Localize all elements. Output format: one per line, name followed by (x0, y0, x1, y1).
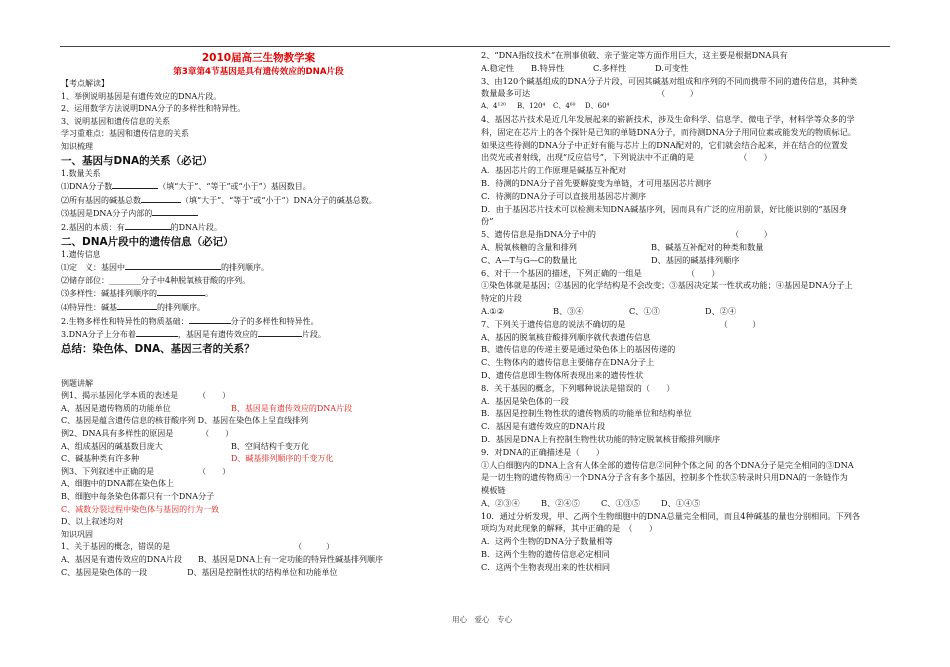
section-2-heading: 二、DNA片段中的遗传信息（必记） (61, 235, 234, 248)
fill-blank[interactable] (125, 261, 221, 270)
option: C、①③ (629, 305, 660, 316)
s2-d-post: 的排列顺序。 (157, 302, 205, 312)
question-10-option-c: C．这两个生物表现出来的性状相同 (481, 561, 611, 572)
option: D.可变性 (655, 62, 689, 73)
question-7-option-c: C、生物体内的遗传信息主要储存在DNA分子上 (481, 357, 655, 368)
question-6: 6、对于一个基因的描述，下列正确的一组是 （ ） (481, 267, 720, 278)
question-9-statements-1: ①人白细胞内的DNA上含有人体全部的遗传信息②同种个体之间 的各个DNA分子是完全相同的③DNA (481, 459, 854, 470)
examples-heading: 例题讲解 (61, 378, 93, 388)
question-10-line-1: 10．通过分析发现，甲、乙两个生物细胞中的DNA总量完全相同，而且4种碱基的量也分别相同。下列各 (481, 510, 861, 521)
question-7-option-a: A、基因的脱氧核苷酸排列顺序就代表遗传信息 (481, 331, 651, 342)
question-10-option-b: B．这两个生物的遗传信息必定相同 (481, 549, 610, 560)
question-9-statements-2: 是一切生物的遗传物质④一个DNA分子含有多个基因，控制多个性状⑤转录时只用DNA的一条链作为 (481, 472, 848, 483)
question-4-line-2: 科，固定在芯片上的各个探针是已知的单链DNA分子，而待测DNA分子用同位素或能发光的物质标记。 (481, 126, 856, 137)
question-4-option-d-1: D．由于基因芯片技术可以检测未知DNA碱基序列，因而具有广泛的应用前景，好比能识别的“基因身 (481, 203, 848, 214)
question-9-statements-3: 模板链 (481, 485, 506, 496)
fill-blank[interactable] (125, 221, 171, 230)
option-c: C、碱基种类有许多种 (61, 454, 140, 464)
example-3-option-c-answer: C、减数分裂过程中染色体与基因的行为一致 (61, 504, 220, 514)
s2-a-pre: ⑴定 义：基因中 (61, 263, 125, 273)
fill-blank[interactable] (157, 287, 205, 296)
example-1-options-cd: C、基因是蕴含遗传信息的核苷酸序列 D、基因在染色体上呈直线排列 (61, 416, 309, 426)
question-8-option-b: B．基因是控制生物性状的遗传物质的功能单位和结构单位 (481, 408, 692, 419)
fill-blank[interactable] (152, 207, 198, 216)
option-a: A、脱氧核糖的含量和排列 (481, 241, 577, 252)
option: B、③④ (553, 305, 584, 316)
fill-blank[interactable] (112, 180, 158, 189)
question-8-option-a: A．基因是染色体的一段 (481, 395, 569, 406)
question-4-option-c: C．待测的DNA分子可以直接用基因芯片测序 (481, 190, 647, 201)
option-b: B、碱基互补配对的种类和数量 (651, 241, 764, 252)
option: C.多样性 (593, 62, 627, 73)
s1-item-c (61, 207, 456, 221)
option: A.稳定性 (481, 62, 515, 73)
example-1-options-ab (61, 403, 456, 416)
s1-b-pre: ⑵所有基因的碱基总数 (61, 195, 141, 205)
s2-2-pre: 2.生物多样性和特异性的物质基础： (61, 316, 189, 326)
question-4-option-d-2: 份” (481, 216, 494, 227)
question-4-line-3: 如果这些待测的DNA分子中正好有能与芯片上的DNA配对的，它们就会结合起来，并在结合的位置发 (481, 139, 848, 150)
key-points: 学习重难点：基因和遗传信息的关系 (61, 129, 189, 139)
question-9: 9．对DNA的正确描述是（ ） (481, 446, 605, 457)
question-2: 2、“DNA指纹技术”在刑事侦破、亲子鉴定等方面作用巨大，这主要是根据DNA具有 (481, 50, 788, 60)
option: D、②④ (705, 305, 737, 316)
question-4-option-b: B．待测的DNA分子首先要解旋变为单链，才可用基因芯片测序 (481, 177, 712, 188)
s1-item-2 (61, 221, 456, 235)
option-c: C、A—T与G—C的数量比 (481, 254, 577, 265)
question-6-statements-1: ①染色体就是基因；②基因的化学结构是不会改变；③基因决定某一性状或功能；④基因是DNA分子上 (481, 280, 853, 291)
right-column (481, 49, 891, 574)
question-7: 7、下列关于遗传信息的说法不确切的是 （ ） (481, 318, 761, 329)
question-4-option-a: A．基因芯片的工作原理是碱基互补配对 (481, 165, 627, 176)
question-1-options-ab: A、基因是有遗传效应的DNA片段 B、基因是DNA上有一定功能的特异性碱基排列顺序 (61, 555, 384, 564)
example-1: 例1、揭示基因化学本质的表述是 （ ） (61, 391, 231, 401)
option: B.特异性 (531, 62, 565, 73)
question-10-line-2: 项均为对此现象的解释，其中正确的是 （ ） (481, 523, 658, 534)
s1-a-pre: ⑴DNA分子数 (61, 182, 113, 192)
question-8: 8．关于基因的概念，下列哪种说法是错误的（ ） (481, 382, 675, 393)
question-5-options-ab (481, 241, 891, 254)
question-1-options-cd: C、基因是染色体的一段 D、基因是控制性状的结构单位和功能单位 (61, 567, 338, 577)
s2-item-3 (61, 328, 456, 342)
s2-d-pre: ⑷特异性：碱基 (61, 302, 117, 312)
s1-2-post: 的DNA片段。 (170, 222, 222, 232)
page-subtitle: 第3章第4节基因是具有遗传效应的DNA片段 (173, 67, 344, 77)
top-rule (60, 46, 890, 47)
question-6-options (481, 305, 891, 318)
option: A、②③④ (481, 497, 520, 508)
question-4-line-4: 出荧光或者射线，出现“反应信号”，下列说法中不正确的是 （ ） (481, 152, 772, 163)
example-3-option-d: D、以上叙述均对 (61, 517, 124, 527)
s2-item-a (61, 261, 456, 275)
option-b-answer: B、基因是有遗传效应的DNA片段 (231, 403, 353, 413)
question-5-options-cd (481, 254, 891, 267)
example-3-option-a: A、细胞中的DNA都在染色体上 (61, 479, 174, 489)
example-2: 例2、DNA具有多样性的原因是 （ ） (61, 429, 234, 439)
option-d-answer: D、碱基排列顺序的千变万化 (231, 454, 334, 464)
s1-c-text: ⑶基因是DNA分子内部的 (61, 209, 153, 219)
option: B、120⁴ (517, 102, 546, 111)
question-3-line-2: 数量最多可达 （ ） (481, 88, 698, 99)
option: B、②④⑤ (541, 497, 580, 508)
example-3: 例3、下列叙述中正确的是 （ ） (61, 466, 231, 476)
question-8-option-c: C．基因是有遗传效应的DNA片段 (481, 421, 606, 432)
question-1: 1、关于基因的概念，错误的是 （ ） (61, 542, 335, 552)
page-title: 2010届高三生物教学案 (201, 52, 316, 64)
question-3-options (481, 100, 891, 113)
example-2-options-cd (61, 453, 456, 466)
option: C、①③⑤ (601, 497, 641, 508)
consolidation-heading: 知识巩固 (61, 529, 93, 539)
option: D、①④⑤ (661, 497, 701, 508)
question-5: 5、遗传信息是指DNA分子中的 （ ） (481, 229, 772, 240)
option: D、60⁴ (585, 102, 610, 111)
question-4-line-1: 4、基因芯片技术是近几年发展起来的崭新技术，涉及生命科学、信息学、微电子学，材料学等众多的学 (481, 113, 855, 124)
s1-item-a (61, 180, 456, 194)
fill-blank[interactable] (117, 301, 157, 310)
s1-2-pre: 2.基因的本质：有 (61, 222, 125, 232)
fill-blank[interactable] (141, 194, 181, 203)
fill-blank[interactable] (189, 315, 231, 324)
question-9-options (481, 497, 891, 510)
fill-blank[interactable] (258, 328, 302, 337)
s1-item-1: 1.数量关系 (61, 168, 101, 178)
s2-item-1: 1.遗传信息 (61, 249, 101, 259)
question-2-options (481, 62, 891, 75)
option-a: A、基因是遗传物质的功能单位 (61, 403, 171, 413)
s2-2-post: 分子的多样性和特异性。 (230, 316, 319, 326)
knowledge-heading: 知识梳理 (61, 141, 93, 151)
s1-a-post: （填“大于”、“等于”或“小于”）基因数目。 (158, 182, 311, 192)
s2-item-d (61, 301, 456, 315)
kaodian-3: 3、说明基因和遗传信息的关系 (61, 116, 171, 126)
kaodian-heading: 【考点解读】 (61, 79, 109, 88)
option-b: B、空间结构千变万化 (231, 441, 309, 451)
question-6-statements-2: 特定的片段 (481, 293, 522, 304)
option: A、4¹²⁰ (481, 102, 506, 111)
left-column (61, 49, 456, 579)
option: C、4⁶⁰ (553, 102, 576, 111)
s2-3-post: 片段。 (301, 330, 326, 340)
s2-c-pre: ⑶多样性：碱基排列顺序的 (61, 289, 157, 299)
example-3-option-b: B、细胞中每条染色体都只有一个DNA分子 (61, 492, 215, 502)
kaodian-1: 1、举例说明基因是有遗传效应的DNA片段。 (61, 91, 222, 101)
section-1-heading: 一、基因与DNA的关系（必记） (61, 154, 213, 167)
example-2-options-ab (61, 441, 456, 454)
fill-blank[interactable] (136, 328, 178, 337)
question-7-option-b: B、遗传信息的传递主要是通过染色体上的基因传递的 (481, 344, 676, 355)
s1-b-post: （填“大于”、“等于”或“小于”）DNA分子的碱基总数。 (181, 195, 377, 205)
kaodian-2: 2、运用数学方法说明DNA分子的多样性和特异性。 (61, 104, 246, 114)
option: A.①② (481, 305, 505, 316)
s2-3-mid: ，基因是有遗传效应的 (177, 330, 258, 340)
question-3-line-1: 3、由120个碱基组成的DNA分子片段，可因其碱基对组成和序列的不同而携带不同的遗传信息，其种类 (481, 75, 858, 86)
s1-item-b (61, 194, 456, 208)
page-footer: 用心 爱心 专心 (452, 615, 512, 624)
option-a: A、组成基因的碱基数目庞大 (61, 441, 163, 451)
s2-3-pre: 3.DNA分子上分布着 (61, 330, 136, 340)
summary-heading: 总结：染色体、DNA、基因三者的关系？ (61, 342, 255, 355)
question-7-option-d: D、遗传信息即生物体所表现出来的遗传性状 (481, 369, 644, 380)
question-8-option-d: D．基因是DNA上有控制生物性状功能的特定脱氧核苷酸排列顺序 (481, 433, 721, 444)
option-d: D、基因的碱基排列顺序 (651, 254, 740, 265)
s2-item-b: ⑵储存部位：________分子中4种脱氧核苷酸的序列。 (61, 275, 251, 285)
s2-a-post: 的排列顺序。 (221, 263, 269, 273)
s2-item-2 (61, 315, 456, 329)
question-10-option-a: A．这两个生物的DNA分子数量相等 (481, 536, 613, 547)
s2-item-c: ⑶多样性：碱基排列顺序的 。 (61, 289, 213, 299)
